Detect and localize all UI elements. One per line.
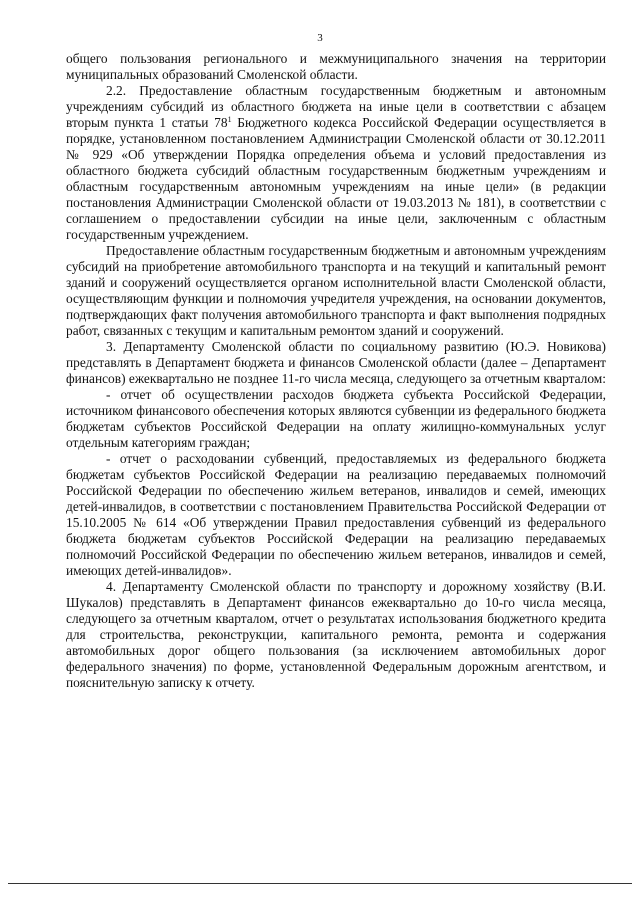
paragraph-2-2-start: 2.2. Предоставление областным государственным бюджетным и автономным учреждениям субсидий из областного бюджета на иные цели в соответствии с абзацем вторым пункта 1 статьи 78 xyxy=(66,83,606,130)
page-number: 3 xyxy=(317,32,323,44)
paragraph-2-2-rest: Бюджетного кодекса Российской Федерации осуществляется в порядке, установленном постановлением Администрации Смоленской области от 30.12.2011 № 929 «Об утверждении Порядка определения объема и условий предоставления из областного бюджета субсидий областным государственным бюджетным учреждениям и областным государственным автономным учреждениям на иные цели» (в редакции постановления Администрации Смоленской области от 19.03.2013 № 181), в соответствии с соглашением о предоставлении субсидии на иные цели, заключенным с областным государственным учреждением. xyxy=(66,115,606,242)
bottom-divider xyxy=(8,883,632,884)
article-superscript: 1 xyxy=(227,115,232,124)
document-body xyxy=(66,51,606,691)
paragraph-3: 3. Департаменту Смоленской области по социальному развитию (Ю.Э. Новикова) представлять в Департамент бюджета и финансов Смоленской области (далее – Департамент финансов) ежеквартально не позднее 11-го числа месяца, следующего за отчетным кварталом: xyxy=(66,339,606,386)
paragraph-2-2 xyxy=(66,83,606,243)
paragraph-4: 4. Департаменту Смоленской области по транспорту и дорожному хозяйству (В.И. Шукалов) представлять в Департамент финансов ежеквартально до 10-го числа месяца, следующего за отчетным кварталом, отчет о результатах использования бюджетного кредита для строительства, реконструкции, капитального ремонта, ремонта и содержания автомобильных дорог общего пользования (за исключением автомобильных дорог федерального значения) по форме, установленной Федеральным дорожным агентством, и пояснительную записку к отчету. xyxy=(66,579,606,690)
paragraph-vehicle-repair-subsidies: Предоставление областным государственным бюджетным и автономным учреждениям субсидий на приобретение автомобильного транспорта и на текущий и капитальный ремонт зданий и сооружений осуществляется органом исполнительной власти Смоленской области, осуществляющим функции и полномочия учредителя учреждения, на основании документов, подтверждающих факт получения автомобильного транспорта и факт выполнения подрядных работ, связанных с текущим и капитальным ремонтом зданий и сооружений. xyxy=(66,243,606,338)
list-item-housing-report: - отчет об осуществлении расходов бюджета субъекта Российской Федерации, источником финансового обеспечения которых являются субвенции из федерального бюджета бюджетам субъектов Российской Федерации на оплату жилищно-коммунальных услуг отдельным категориям граждан; xyxy=(66,387,606,450)
paragraph-continuation: общего пользования регионального и межмуниципального значения на территории муниципальных образований Смоленской области. xyxy=(66,51,606,82)
list-item-veterans-report: - отчет о расходовании субвенций, предоставляемых из федерального бюджета бюджетам субъектов Российской Федерации на реализацию передаваемых полномочий Российской Федерации по обеспечению жильем ветеранов, инвалидов и семей, имеющих детей-инвалидов, в соответствии с постановлением Правительства Российской Федерации от 15.10.2005 № 614 «Об утверждении Правил предоставления субвенций из федерального бюджета бюджетам субъектов Российской Федерации на реализацию передаваемых полномочий Российской Федерации по обеспечению жильем ветеранов, инвалидов и семей, имеющих детей-инвалидов». xyxy=(66,451,606,578)
